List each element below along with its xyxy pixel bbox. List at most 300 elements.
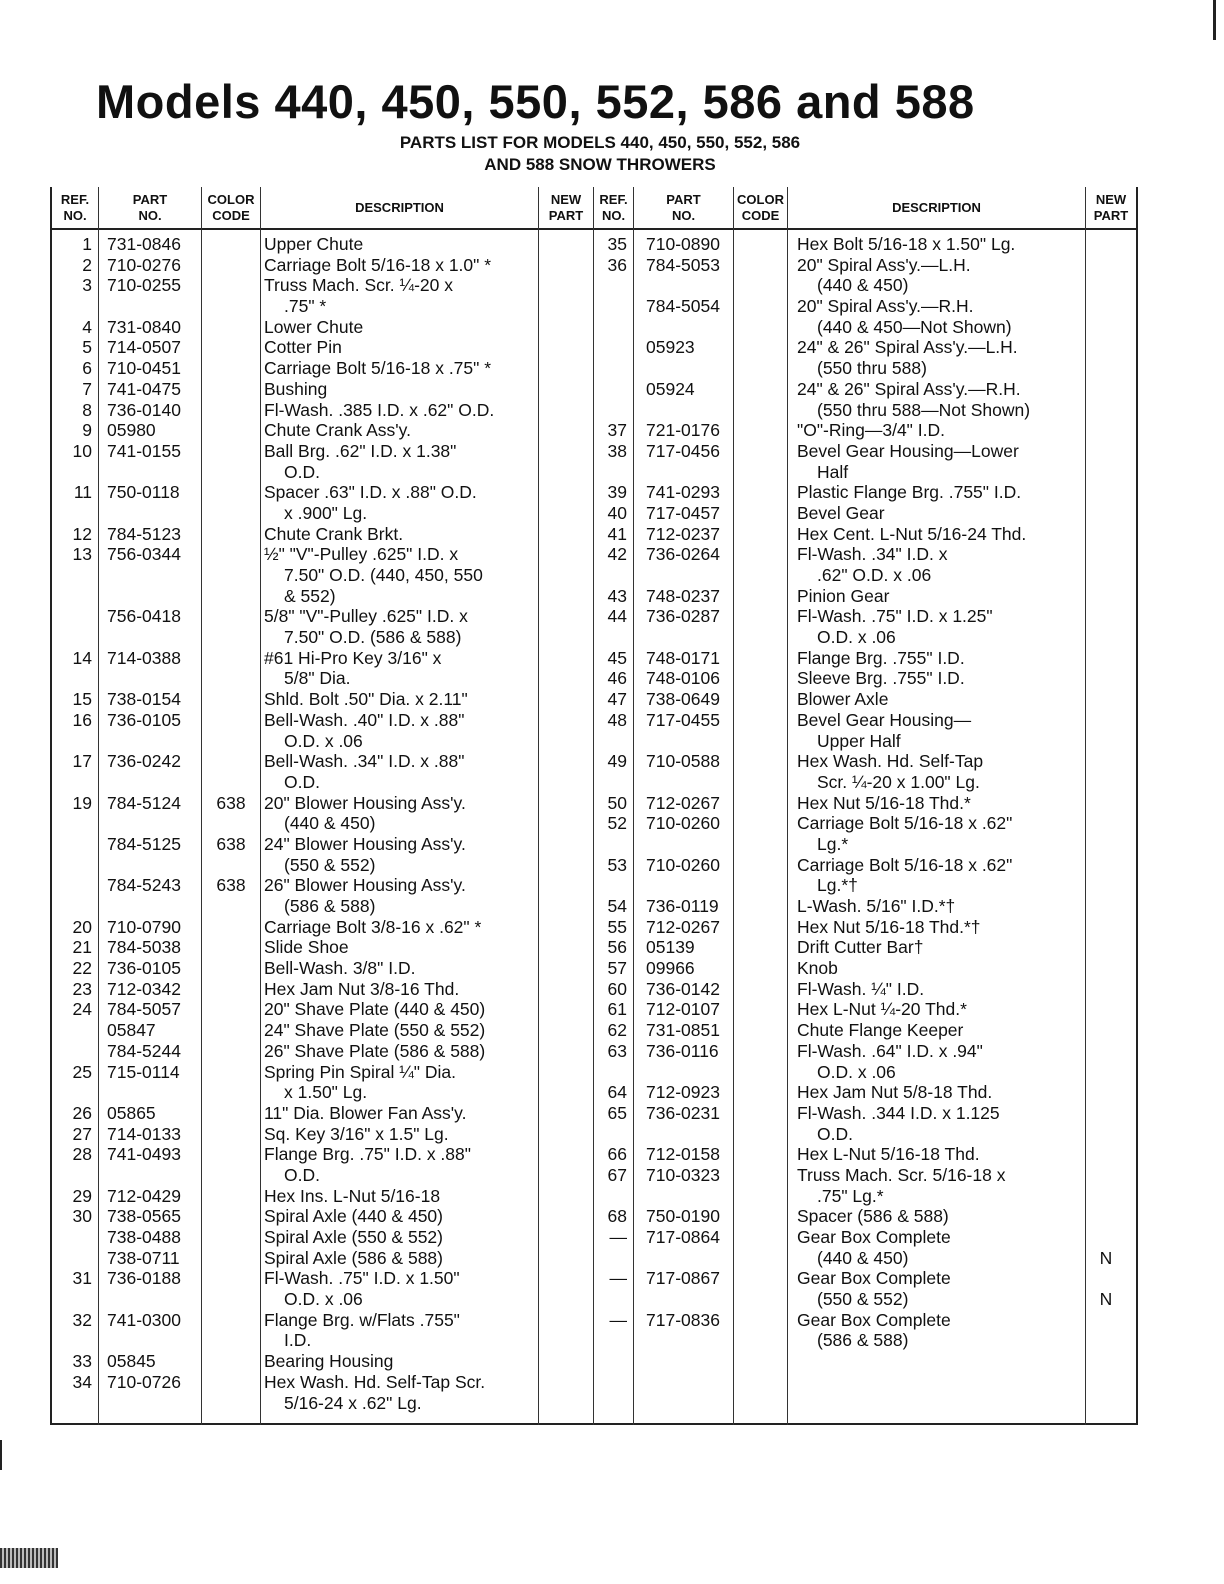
left-part-cell: 784-5124 bbox=[107, 792, 181, 813]
right-ref-cell: 48 bbox=[607, 709, 627, 730]
right-color-cell bbox=[734, 462, 787, 483]
right-part-cell: 736-0116 bbox=[646, 1040, 719, 1061]
right-part-cell: 717-0836 bbox=[646, 1309, 720, 1330]
right-desc-cell: Hex Cent. L-Nut 5/16-24 Thd. bbox=[797, 523, 1027, 544]
right-color-cell bbox=[734, 875, 787, 896]
right-new-cell bbox=[1086, 751, 1126, 772]
right-desc-cell: Hex Nut 5/16-18 Thd.* bbox=[797, 792, 971, 813]
right-ref-cell: 68 bbox=[607, 1206, 627, 1227]
left-color-cell bbox=[202, 586, 260, 607]
right-color-cell bbox=[734, 255, 787, 276]
left-color-cell bbox=[202, 524, 260, 545]
right-ref-cell: 36 bbox=[607, 254, 627, 275]
right-new-cell bbox=[1086, 731, 1126, 752]
right-new-cell bbox=[1086, 1041, 1126, 1062]
left-color-cell bbox=[202, 1289, 260, 1310]
left-ref-cell bbox=[52, 1330, 92, 1351]
right-part-cell: 736-0287 bbox=[646, 606, 720, 627]
right-desc-cell: (440 & 450) bbox=[817, 1247, 909, 1268]
left-color-cell bbox=[202, 1165, 260, 1186]
right-new-cell bbox=[1086, 1124, 1126, 1145]
left-desc-cell: Bearing Housing bbox=[264, 1351, 394, 1372]
header-description-right bbox=[788, 190, 1085, 226]
right-ref-cell bbox=[594, 1248, 627, 1269]
left-desc-cell: #61 Hi-Pro Key 3/16" x bbox=[264, 647, 442, 668]
left-ref-cell: 14 bbox=[72, 647, 92, 668]
left-desc-cell: 5/16-24 x .62" Lg. bbox=[284, 1392, 422, 1413]
right-desc-cell: Hex L-Nut 5/16-18 Thd. bbox=[797, 1144, 980, 1165]
header-color-code-left bbox=[202, 190, 260, 226]
left-color-cell bbox=[202, 896, 260, 917]
right-new-cell bbox=[1086, 896, 1126, 917]
left-part-cell: 741-0475 bbox=[107, 378, 181, 399]
right-color-cell bbox=[734, 1165, 787, 1186]
right-desc-cell: 24" & 26" Spiral Ass'y.—L.H. bbox=[797, 337, 1018, 358]
right-new-cell bbox=[1086, 1082, 1126, 1103]
header-text: NEW bbox=[550, 192, 582, 207]
right-part-cell bbox=[646, 1330, 732, 1351]
left-color-cell bbox=[202, 627, 260, 648]
right-new-cell bbox=[1086, 1103, 1126, 1124]
right-desc-cell: (440 & 450) bbox=[817, 275, 909, 296]
left-color-cell bbox=[202, 337, 260, 358]
right-desc-cell: Scr. ¼-20 x 1.00" Lg. bbox=[817, 771, 980, 792]
header-text: PART bbox=[132, 192, 168, 207]
right-ref-cell bbox=[594, 1124, 627, 1145]
right-ref-cell bbox=[594, 565, 627, 586]
left-part-cell: 05845 bbox=[107, 1351, 156, 1372]
right-part-cell: 736-0231 bbox=[646, 1102, 720, 1123]
left-desc-cell: 7.50" O.D. (586 & 588) bbox=[284, 627, 462, 648]
left-part-cell bbox=[107, 586, 199, 607]
left-ref-cell: 29 bbox=[72, 1185, 92, 1206]
right-desc-cell: "O"-Ring—3/4" I.D. bbox=[797, 420, 945, 441]
right-desc-cell: (550 thru 588—Not Shown) bbox=[817, 399, 1031, 420]
left-ref-cell: 12 bbox=[72, 523, 92, 544]
left-description-column bbox=[264, 234, 536, 1413]
right-ref-cell: 45 bbox=[607, 647, 627, 668]
right-new-cell bbox=[1086, 813, 1126, 834]
left-desc-cell: x .900" Lg. bbox=[284, 502, 368, 523]
column-divider bbox=[98, 187, 99, 1425]
left-ref-cell bbox=[52, 565, 92, 586]
header-text: NO. bbox=[63, 208, 87, 223]
right-part-cell bbox=[646, 1124, 732, 1145]
header-divider bbox=[50, 228, 1138, 230]
left-part-cell: 784-5057 bbox=[107, 999, 181, 1020]
right-ref-cell bbox=[594, 1289, 627, 1310]
right-ref-cell: 60 bbox=[607, 978, 627, 999]
left-ref-cell: 7 bbox=[82, 378, 92, 399]
right-part-cell: 710-0890 bbox=[646, 234, 720, 254]
left-desc-cell: Spiral Axle (550 & 552) bbox=[264, 1227, 443, 1247]
right-ref-cell: 52 bbox=[607, 813, 627, 834]
left-ref-cell bbox=[52, 1248, 92, 1269]
header-text: COLOR bbox=[737, 192, 784, 207]
right-new-cell bbox=[1086, 855, 1126, 876]
right-ref-cell: 64 bbox=[607, 1082, 627, 1103]
left-part-cell bbox=[107, 813, 199, 834]
column-divider bbox=[787, 187, 788, 1425]
right-desc-cell: Hex Bolt 5/16-18 x 1.50" Lg. bbox=[797, 234, 1016, 254]
right-ref-cell bbox=[594, 296, 627, 317]
right-ref-cell: 42 bbox=[607, 544, 627, 565]
right-new-cell bbox=[1086, 917, 1126, 938]
left-desc-cell: Sq. Key 3/16" x 1.5" Lg. bbox=[264, 1123, 449, 1144]
right-color-cell bbox=[734, 400, 787, 421]
header-text: DESCRIPTION bbox=[355, 200, 444, 215]
right-part-cell: 710-0260 bbox=[646, 813, 720, 834]
left-part-cell: 741-0493 bbox=[107, 1144, 181, 1165]
right-desc-cell: Hex Jam Nut 5/8-18 Thd. bbox=[797, 1082, 993, 1103]
left-part-cell bbox=[107, 1393, 199, 1414]
right-part-cell: 710-0260 bbox=[646, 854, 720, 875]
left-desc-cell: Flange Brg. w/Flats .755" bbox=[264, 1309, 460, 1330]
header-text: NO. bbox=[601, 208, 626, 223]
right-part-cell bbox=[646, 627, 732, 648]
right-new-cell bbox=[1086, 937, 1126, 958]
right-color-cell bbox=[734, 234, 787, 255]
left-ref-cell: 1 bbox=[82, 234, 92, 254]
right-ref-cell: 57 bbox=[607, 958, 627, 979]
left-color-cell bbox=[202, 772, 260, 793]
left-ref-cell: 16 bbox=[72, 709, 92, 730]
right-desc-cell: Sleeve Brg. .755" I.D. bbox=[797, 668, 965, 689]
right-ref-cell bbox=[594, 379, 627, 400]
right-part-cell bbox=[646, 834, 732, 855]
left-part-cell: 710-0790 bbox=[107, 916, 181, 937]
left-color-cell bbox=[202, 1268, 260, 1289]
right-part-cell: 748-0171 bbox=[646, 647, 720, 668]
right-desc-cell: Lg.* bbox=[817, 833, 849, 854]
left-part-cell: 714-0388 bbox=[107, 647, 181, 668]
left-ref-cell: 23 bbox=[72, 978, 92, 999]
left-color-cell bbox=[202, 855, 260, 876]
left-desc-cell: & 552) bbox=[284, 585, 336, 606]
left-part-cell: 736-0140 bbox=[107, 399, 181, 420]
left-desc-cell: Slide Shoe bbox=[264, 937, 349, 958]
right-ref-cell: — bbox=[609, 1227, 627, 1247]
left-desc-cell: 5/8" Dia. bbox=[284, 668, 351, 689]
left-part-cell bbox=[107, 896, 199, 917]
right-ref-cell: 61 bbox=[607, 999, 627, 1020]
right-color-cell bbox=[734, 1062, 787, 1083]
right-part-column bbox=[646, 234, 732, 1351]
left-ref-cell bbox=[52, 1020, 92, 1041]
right-new-cell bbox=[1086, 1330, 1126, 1351]
right-part-cell: 784-5053 bbox=[646, 254, 720, 275]
left-part-cell: 710-0726 bbox=[107, 1371, 181, 1392]
left-ref-cell bbox=[52, 586, 92, 607]
right-part-cell bbox=[646, 462, 732, 483]
right-ref-cell: 46 bbox=[607, 668, 627, 689]
header-text: REF. bbox=[599, 192, 628, 207]
right-ref-cell: 50 bbox=[607, 792, 627, 813]
right-color-cell bbox=[734, 1330, 787, 1351]
right-new-cell bbox=[1086, 462, 1126, 483]
right-part-cell: 712-0923 bbox=[646, 1082, 720, 1103]
left-color-cell bbox=[202, 1351, 260, 1372]
left-color-cell bbox=[202, 813, 260, 834]
right-desc-cell: Gear Box Complete bbox=[797, 1309, 951, 1330]
right-desc-cell: Bevel Gear Housing— bbox=[797, 709, 972, 730]
subtitle-line-1: PARTS LIST FOR MODELS 440, 450, 550, 552, 586 bbox=[399, 133, 801, 152]
right-color-cell bbox=[734, 482, 787, 503]
right-color-cell bbox=[734, 710, 787, 731]
left-color-cell bbox=[202, 648, 260, 669]
left-desc-cell: 11" Dia. Blower Fan Ass'y. bbox=[264, 1102, 467, 1123]
right-color-cell bbox=[734, 958, 787, 979]
right-desc-cell: Bevel Gear Housing—Lower bbox=[797, 440, 1019, 461]
right-ref-cell bbox=[594, 875, 627, 896]
left-part-cell bbox=[107, 565, 199, 586]
left-part-cell bbox=[107, 462, 199, 483]
right-color-cell bbox=[734, 420, 787, 441]
right-new-cell bbox=[1086, 668, 1126, 689]
right-ref-cell: — bbox=[609, 1309, 627, 1330]
left-ref-cell bbox=[52, 1165, 92, 1186]
left-desc-cell: ½" "V"-Pulley .625" I.D. x bbox=[264, 544, 459, 565]
left-color-cell bbox=[202, 1020, 260, 1041]
right-ref-cell bbox=[594, 400, 627, 421]
header-text: COLOR bbox=[207, 192, 255, 207]
left-desc-cell: Spiral Axle (440 & 450) bbox=[264, 1206, 443, 1227]
left-part-cell bbox=[107, 1165, 199, 1186]
right-ref-cell: 47 bbox=[607, 689, 627, 710]
left-desc-cell: Fl-Wash. .75" I.D. x 1.50" bbox=[264, 1268, 460, 1289]
right-part-cell: 741-0293 bbox=[646, 482, 720, 503]
right-color-cell bbox=[734, 896, 787, 917]
left-color-cell bbox=[202, 1310, 260, 1331]
left-desc-cell: 20" Shave Plate (440 & 450) bbox=[264, 999, 486, 1020]
right-desc-cell: Fl-Wash. .344 I.D. x 1.125 bbox=[797, 1102, 1000, 1123]
right-color-cell bbox=[734, 1144, 787, 1165]
right-new-cell bbox=[1086, 379, 1126, 400]
right-desc-cell: Gear Box Complete bbox=[797, 1227, 951, 1247]
right-desc-cell: Lg.*† bbox=[817, 875, 858, 896]
right-color-cell bbox=[734, 937, 787, 958]
right-color-cell bbox=[734, 731, 787, 752]
left-part-cell: 05980 bbox=[107, 420, 156, 441]
left-desc-cell: Hex Jam Nut 3/8-16 Thd. bbox=[264, 978, 460, 999]
right-desc-cell: 20" Spiral Ass'y.—R.H. bbox=[797, 296, 974, 317]
left-ref-cell: 2 bbox=[82, 254, 92, 275]
left-part-cell bbox=[107, 296, 199, 317]
left-ref-cell: 33 bbox=[72, 1351, 92, 1372]
right-part-cell: 712-0237 bbox=[646, 523, 720, 544]
right-part-cell: 712-0107 bbox=[646, 999, 720, 1020]
right-color-cell bbox=[734, 772, 787, 793]
right-color-cell bbox=[734, 917, 787, 938]
right-part-cell: 712-0267 bbox=[646, 792, 720, 813]
column-divider bbox=[260, 187, 261, 1425]
right-color-cell bbox=[734, 751, 787, 772]
right-desc-cell: Upper Half bbox=[817, 730, 901, 751]
left-desc-cell: I.D. bbox=[284, 1330, 312, 1351]
left-ref-cell: 25 bbox=[72, 1061, 92, 1082]
left-color-cell: 638 bbox=[216, 875, 246, 896]
left-ref-cell bbox=[52, 813, 92, 834]
right-ref-cell: 55 bbox=[607, 916, 627, 937]
left-desc-cell: Flange Brg. .75" I.D. x .88" bbox=[264, 1144, 471, 1165]
right-color-cell bbox=[734, 1310, 787, 1331]
header-ref-no-right bbox=[594, 190, 633, 226]
left-ref-cell bbox=[52, 896, 92, 917]
left-ref-cell: 20 bbox=[72, 916, 92, 937]
left-ref-cell bbox=[52, 1082, 92, 1103]
left-color-cell bbox=[202, 1227, 260, 1248]
header-text: CODE bbox=[741, 208, 780, 223]
left-ref-cell bbox=[52, 1393, 92, 1414]
left-part-cell bbox=[107, 1330, 199, 1351]
right-desc-cell: Truss Mach. Scr. 5/16-18 x bbox=[797, 1164, 1006, 1185]
left-color-cell bbox=[202, 1082, 260, 1103]
right-part-cell: 750-0190 bbox=[646, 1206, 720, 1227]
left-desc-cell: Bell-Wash. 3/8" I.D. bbox=[264, 958, 416, 979]
left-color-cell bbox=[202, 731, 260, 752]
left-color-cell bbox=[202, 917, 260, 938]
right-desc-cell: Blower Axle bbox=[797, 689, 889, 710]
left-ref-cell: 21 bbox=[72, 937, 92, 958]
right-new-cell bbox=[1086, 565, 1126, 586]
right-desc-cell: Chute Flange Keeper bbox=[797, 1020, 964, 1041]
left-ref-cell: 10 bbox=[72, 440, 92, 461]
right-ref-cell bbox=[594, 337, 627, 358]
right-new-cell bbox=[1086, 234, 1126, 255]
right-new-cell bbox=[1086, 834, 1126, 855]
left-ref-cell: 8 bbox=[82, 399, 92, 420]
right-part-cell: 710-0588 bbox=[646, 751, 720, 772]
left-part-cell bbox=[107, 627, 199, 648]
scan-corner-mark bbox=[0, 1548, 58, 1568]
left-color-cell bbox=[202, 1206, 260, 1227]
right-ref-cell bbox=[594, 317, 627, 338]
header-description-left bbox=[261, 190, 538, 226]
right-color-cell bbox=[734, 565, 787, 586]
right-desc-cell: Pinion Gear bbox=[797, 585, 890, 606]
right-desc-cell: Plastic Flange Brg. .755" I.D. bbox=[797, 482, 1022, 503]
right-ref-cell: 44 bbox=[607, 606, 627, 627]
left-part-cell: 738-0711 bbox=[107, 1247, 180, 1268]
right-desc-cell: Flange Brg. .755" I.D. bbox=[797, 647, 965, 668]
right-new-cell bbox=[1086, 1165, 1126, 1186]
right-ref-cell: 49 bbox=[607, 751, 627, 772]
right-new-cell bbox=[1086, 544, 1126, 565]
left-color-cell bbox=[202, 255, 260, 276]
right-new-cell bbox=[1086, 586, 1126, 607]
header-part-no-left bbox=[99, 190, 201, 226]
right-desc-cell: Knob bbox=[797, 958, 838, 979]
right-desc-cell: L-Wash. 5/16" I.D.*† bbox=[797, 896, 956, 916]
right-part-cell: 748-0237 bbox=[646, 585, 720, 606]
right-color-cell bbox=[734, 689, 787, 710]
right-color-cell bbox=[734, 1268, 787, 1289]
left-ref-cell: 3 bbox=[82, 275, 92, 296]
header-text: REF. bbox=[60, 192, 90, 207]
right-color-column bbox=[734, 234, 787, 1351]
right-ref-cell: 65 bbox=[607, 1102, 627, 1123]
column-divider bbox=[633, 187, 634, 1425]
left-color-cell bbox=[202, 1393, 260, 1414]
left-color-column bbox=[202, 234, 260, 1413]
left-desc-cell: Shld. Bolt .50" Dia. x 2.11" bbox=[264, 689, 468, 710]
right-part-cell: 784-5054 bbox=[646, 296, 720, 317]
right-part-cell bbox=[646, 1062, 732, 1083]
right-color-cell bbox=[734, 1289, 787, 1310]
right-desc-cell: O.D. x .06 bbox=[817, 627, 896, 648]
left-desc-cell: 7.50" O.D. (440, 450, 550 bbox=[284, 565, 483, 585]
right-part-cell bbox=[646, 875, 732, 896]
right-part-cell: 721-0176 bbox=[646, 420, 720, 441]
left-part-cell bbox=[107, 731, 199, 752]
left-part-cell: 741-0155 bbox=[107, 440, 181, 461]
right-color-cell bbox=[734, 606, 787, 627]
left-part-cell: 784-5244 bbox=[107, 1040, 181, 1061]
left-part-cell: 736-0242 bbox=[107, 751, 181, 772]
left-desc-cell: Hex Ins. L-Nut 5/16-18 bbox=[264, 1185, 441, 1206]
left-desc-cell: (586 & 588) bbox=[284, 896, 376, 916]
header-text: CODE bbox=[212, 208, 250, 223]
right-desc-cell: Spacer (586 & 588) bbox=[797, 1206, 949, 1227]
right-ref-cell: 39 bbox=[607, 482, 627, 503]
left-ref-cell: 26 bbox=[72, 1102, 92, 1123]
left-color-cell bbox=[202, 979, 260, 1000]
right-new-cell bbox=[1086, 999, 1126, 1020]
left-desc-cell: O.D. bbox=[284, 461, 320, 482]
right-color-cell bbox=[734, 793, 787, 814]
left-color-cell: 638 bbox=[216, 833, 246, 854]
right-new-part-column bbox=[1086, 234, 1126, 1351]
right-ref-cell bbox=[594, 1062, 627, 1083]
left-desc-cell: 24" Blower Housing Ass'y. bbox=[264, 833, 466, 854]
left-part-cell bbox=[107, 503, 199, 524]
left-desc-cell: O.D. bbox=[284, 1164, 320, 1185]
right-ref-cell: 54 bbox=[607, 896, 627, 916]
right-new-cell bbox=[1086, 524, 1126, 545]
left-color-cell bbox=[202, 317, 260, 338]
right-part-cell: 712-0267 bbox=[646, 916, 720, 937]
left-desc-cell: Truss Mach. Scr. ¼-20 x bbox=[264, 275, 453, 296]
left-color-cell bbox=[202, 1186, 260, 1207]
right-color-cell bbox=[734, 544, 787, 565]
right-part-cell bbox=[646, 731, 732, 752]
left-desc-cell: Bushing bbox=[264, 378, 328, 399]
right-desc-cell: 20" Spiral Ass'y.—L.H. bbox=[797, 254, 971, 275]
right-desc-cell: Carriage Bolt 5/16-18 x .62" bbox=[797, 854, 1013, 875]
left-part-cell bbox=[107, 772, 199, 793]
left-color-cell bbox=[202, 482, 260, 503]
right-desc-cell: (550 & 552) bbox=[817, 1289, 909, 1310]
left-ref-cell: 17 bbox=[72, 751, 92, 772]
left-ref-cell bbox=[52, 772, 92, 793]
left-ref-cell: 28 bbox=[72, 1144, 92, 1165]
left-desc-cell: O.D. x .06 bbox=[284, 1289, 363, 1310]
right-desc-cell: O.D. x .06 bbox=[817, 1061, 896, 1082]
left-color-cell: 638 bbox=[216, 792, 246, 813]
left-part-cell: 736-0105 bbox=[107, 709, 181, 730]
left-desc-cell: 24" Shave Plate (550 & 552) bbox=[264, 1020, 486, 1041]
right-color-cell bbox=[734, 296, 787, 317]
left-ref-cell: 13 bbox=[72, 544, 92, 565]
right-new-cell bbox=[1086, 296, 1126, 317]
right-color-cell bbox=[734, 358, 787, 379]
left-desc-cell: O.D. x .06 bbox=[284, 730, 363, 751]
left-color-cell bbox=[202, 234, 260, 255]
right-ref-cell: 66 bbox=[607, 1144, 627, 1165]
left-ref-cell bbox=[52, 1227, 92, 1248]
right-color-cell bbox=[734, 1041, 787, 1062]
right-new-cell bbox=[1086, 337, 1126, 358]
